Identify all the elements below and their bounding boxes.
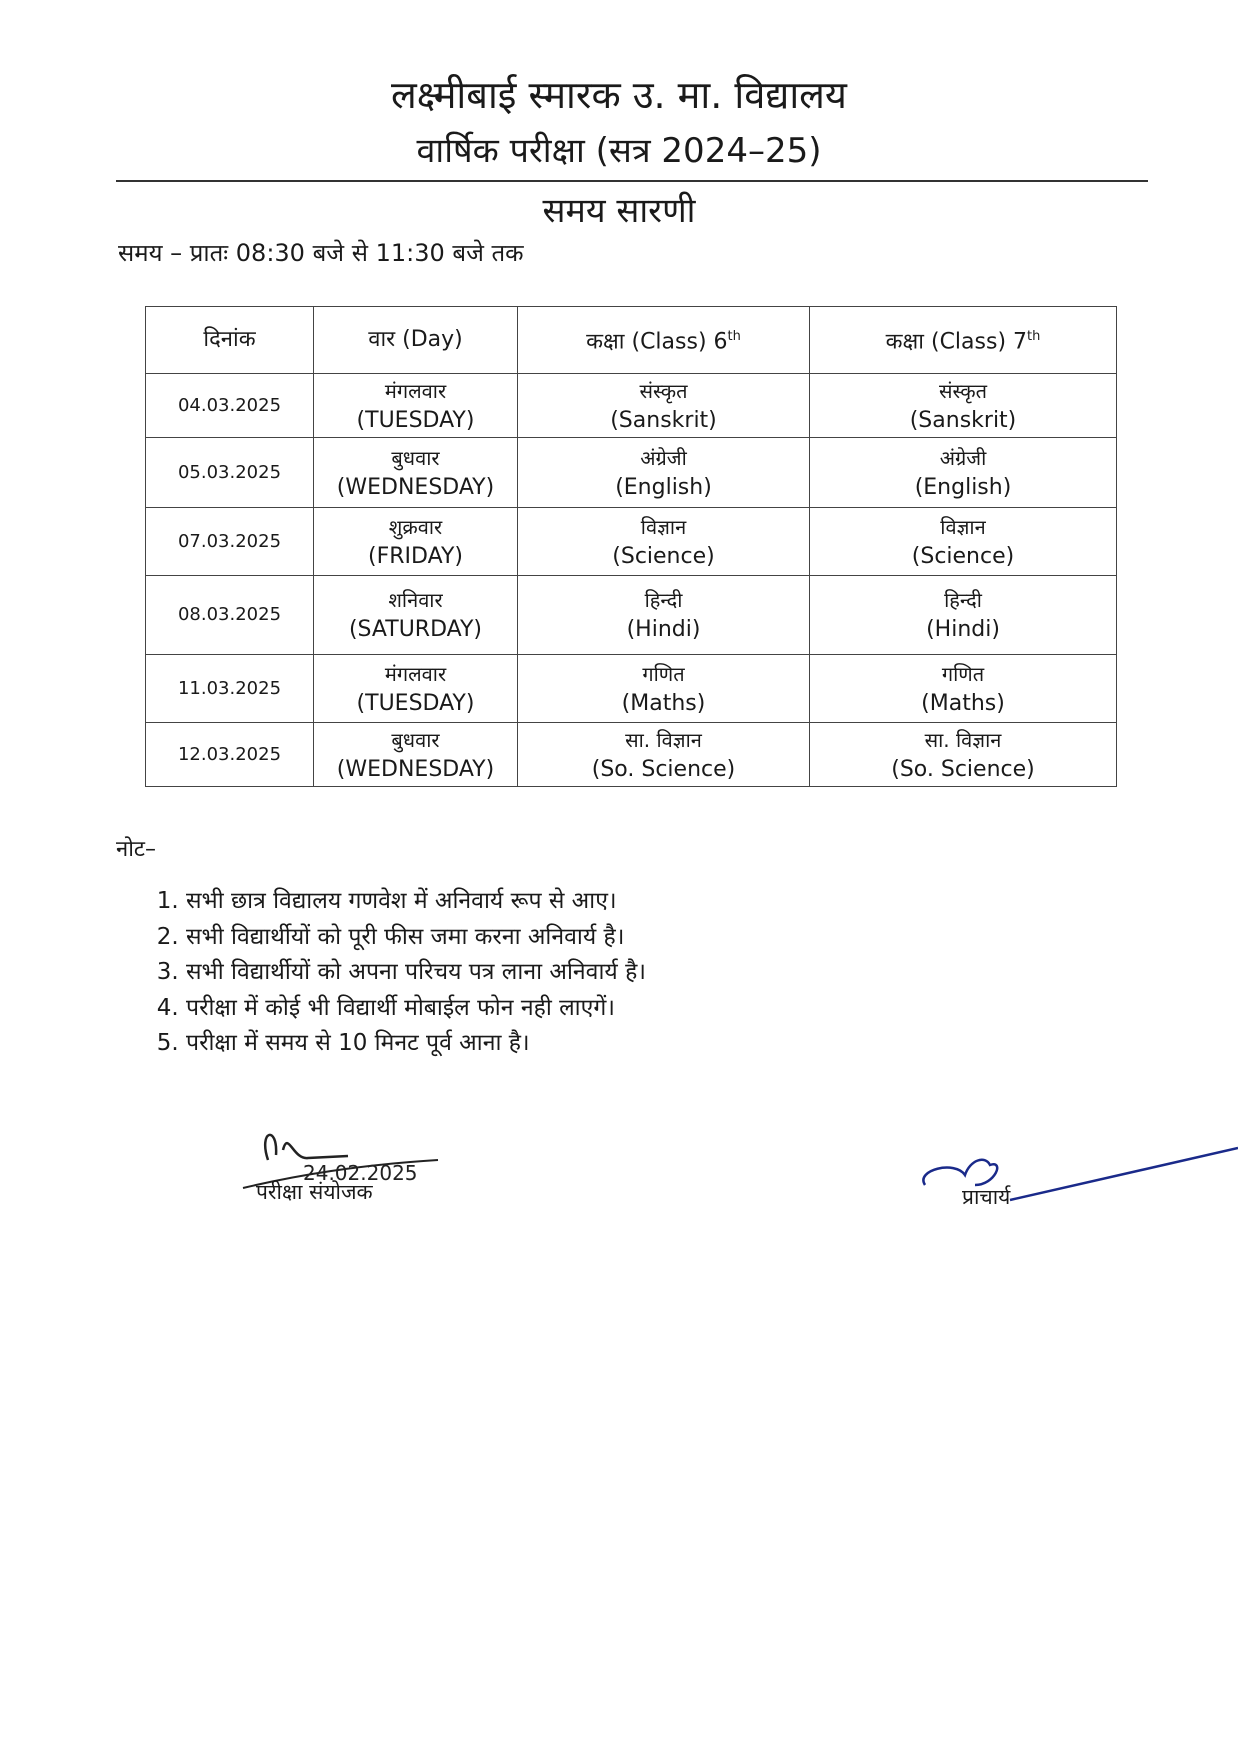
class7-subject-cell-c7_hi: हिन्दी — [944, 588, 982, 612]
class6-subject-cell-c6_en: (Hindi) — [626, 617, 701, 642]
coordinator-date: 24.02.2025 — [303, 1161, 418, 1185]
class7-subject-cell — [810, 723, 1117, 787]
class6-subject-cell-c6_hi: गणित — [642, 661, 685, 686]
day-cell-day_en: (SATURDAY) — [348, 617, 483, 642]
table-row — [146, 374, 1117, 438]
day-cell-day_en: (TUESDAY) — [356, 407, 475, 433]
class7-subject-cell-c7_hi: सा. विज्ञान — [924, 727, 1002, 752]
class7-subject-cell-c7_en: (English) — [914, 474, 1012, 500]
exam-title: वार्षिक परीक्षा (सत्र 2024–25) — [416, 131, 822, 171]
note-item: 2. सभी विद्यार्थीयों को पूरी फीस जमा करना अनिवार्य है। — [186, 920, 646, 956]
class7-subject-cell-c7_hi: गणित — [941, 661, 985, 686]
sup: th — [727, 329, 741, 345]
day-cell-day_hi: मंगलवार — [384, 661, 447, 686]
note-item: 3. सभी विद्यार्थीयों को अपना परिचय पत्र लाना अनिवार्य है। — [186, 955, 646, 991]
note-item: 5. परीक्षा में समय से 10 मिनट पूर्व आना है। — [186, 1026, 646, 1062]
note-label: नोट– — [116, 837, 156, 862]
date-cell-date: 11.03.2025 — [177, 677, 282, 699]
class6-subject-cell — [518, 723, 810, 787]
header-day: वार (Day) — [314, 307, 518, 374]
day-cell — [314, 655, 518, 723]
class6-subject-cell — [518, 508, 810, 576]
class7-subject-cell-c7_hi: अंग्रेजी — [939, 445, 987, 470]
date-cell — [146, 723, 314, 787]
class7-subject-cell-c7_en: (Sanskrit) — [909, 407, 1017, 433]
date-cell-date: 08.03.2025 — [177, 604, 282, 625]
school-name: लक्ष्मीबाई स्मारक उ. मा. विद्यालय — [391, 73, 847, 117]
timetable — [145, 306, 1117, 787]
table-header-row — [146, 307, 1117, 374]
notes-list — [152, 884, 646, 1062]
day-cell-day_en: (FRIDAY) — [368, 543, 463, 569]
header-date: दिनांक — [146, 307, 314, 374]
header-class6 — [518, 307, 810, 374]
day-cell — [314, 576, 518, 655]
date-cell — [146, 655, 314, 723]
header-class7 — [810, 307, 1117, 374]
class7-subject-cell-c7_hi: संस्कृत — [938, 378, 988, 403]
principal-label: प्राचार्य — [962, 1185, 1011, 1209]
table-row — [146, 438, 1117, 508]
day-cell — [314, 723, 518, 787]
day-cell-day_hi: शनिवार — [388, 588, 443, 612]
class7-subject-cell-c7_hi: विज्ञान — [940, 514, 986, 539]
date-cell-date: 05.03.2025 — [177, 461, 282, 483]
class6-subject-cell — [518, 576, 810, 655]
class6-subject-cell-c6_hi: अंग्रेजी — [640, 445, 687, 470]
date-cell-date: 04.03.2025 — [177, 394, 282, 416]
class6-subject-cell-c6_en: (English) — [615, 474, 712, 500]
class6-subject-cell — [518, 374, 810, 438]
class7-subject-cell — [810, 576, 1117, 655]
class7-subject-cell — [810, 508, 1117, 576]
day-cell — [314, 374, 518, 438]
day-cell-day_hi: बुधवार — [391, 445, 440, 470]
day-cell-day_en: (WEDNESDAY) — [336, 756, 495, 782]
date-cell — [146, 508, 314, 576]
coordinator-label: परीक्षा संयोजक — [256, 1180, 373, 1204]
header-class6-label: कक्षा (Class) 6 — [586, 329, 728, 355]
note-item: 1. सभी छात्र विद्यालय गणवेश में अनिवार्य रूप से आए। — [186, 884, 646, 920]
header-class7-label: कक्षा (Class) 7 — [885, 329, 1028, 355]
exam-timing: समय – प्रातः 08:30 बजे से 11:30 बजे तक — [118, 239, 524, 267]
day-cell-day_en: (WEDNESDAY) — [336, 474, 495, 500]
table-row — [146, 723, 1117, 787]
class6-subject-cell-c6_en: (Sanskrit) — [610, 407, 717, 433]
divider — [116, 180, 1148, 182]
table-row — [146, 655, 1117, 723]
class6-subject-cell-c6_en: (So. Science) — [591, 756, 736, 782]
note-item: 4. परीक्षा में कोई भी विद्यार्थी मोबाईल फोन नही लाएगें। — [186, 991, 646, 1027]
class6-subject-cell-c6_hi: संस्कृत — [639, 378, 688, 403]
date-cell — [146, 374, 314, 438]
day-cell-day_hi: शुक्रवार — [388, 514, 443, 539]
class7-subject-cell — [810, 374, 1117, 438]
day-cell-day_en: (TUESDAY) — [356, 690, 475, 716]
class7-subject-cell-c7_en: (Hindi) — [926, 617, 1000, 642]
day-cell — [314, 508, 518, 576]
date-cell-date: 12.03.2025 — [177, 743, 282, 765]
timetable-heading: समय सारणी — [542, 191, 696, 231]
class7-subject-cell-c7_en: (So. Science) — [891, 756, 1035, 782]
sup: th — [1027, 329, 1041, 345]
class6-subject-cell-c6_en: (Maths) — [621, 690, 706, 716]
class6-subject-cell-c6_hi: विज्ञान — [640, 514, 687, 539]
class6-subject-cell-c6_hi: सा. विज्ञान — [625, 727, 702, 752]
date-cell-date: 07.03.2025 — [177, 530, 282, 552]
date-cell — [146, 438, 314, 508]
class7-subject-cell-c7_en: (Science) — [911, 543, 1015, 569]
class6-subject-cell — [518, 655, 810, 723]
day-cell-day_hi: मंगलवार — [384, 378, 447, 403]
class6-subject-cell — [518, 438, 810, 508]
day-cell — [314, 438, 518, 508]
date-cell — [146, 576, 314, 655]
class7-subject-cell-c7_en: (Maths) — [921, 690, 1005, 716]
day-cell-day_hi: बुधवार — [391, 727, 440, 752]
class6-subject-cell-c6_en: (Science) — [612, 543, 715, 569]
class6-subject-cell-c6_hi: हिन्दी — [644, 588, 683, 612]
class7-subject-cell — [810, 438, 1117, 508]
class7-subject-cell — [810, 655, 1117, 723]
table-row — [146, 576, 1117, 655]
table-row — [146, 508, 1117, 576]
